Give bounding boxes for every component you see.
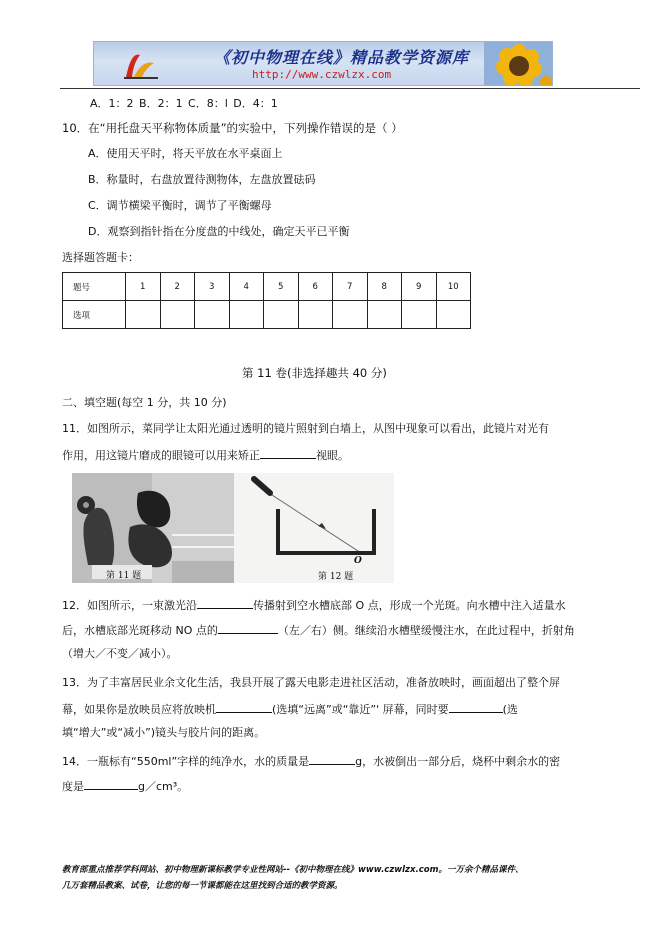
question-number: 4 (229, 273, 264, 301)
figure-11-caption: 第 11 题 (106, 571, 142, 581)
q13-text-a: 幕，如果你是放映员应将放映机 (62, 703, 216, 716)
question-number: 5 (264, 273, 299, 301)
question-number: 9 (402, 273, 437, 301)
q14-text-a: 14．一瓶标有“550ml”字样的纯净水，水的质量是 (62, 755, 310, 768)
figure-12-caption: 第 12 题 (318, 572, 354, 582)
q13-line3: 填“增大”或“减小”)镜头与胶片问的距离。 (62, 726, 266, 739)
q13-text-b: (选填“远离”或“靠近”' 屏幕，同时要 (272, 703, 449, 716)
q11-blank[interactable] (260, 447, 316, 459)
row-label-choice: 选项 (63, 301, 126, 329)
question-number: 8 (367, 273, 402, 301)
answer-cell[interactable] (229, 301, 264, 329)
question-number: 7 (333, 273, 368, 301)
answer-card-choice-row (63, 301, 471, 329)
q13-blank-1[interactable] (216, 701, 272, 713)
q10-option-c: C．调节横梁平衡时，调节了平衡螺母 (88, 199, 272, 212)
banner-title: 《初中物理在线》精品教学资源库 (214, 48, 470, 67)
section-title: 第 11 卷(非选择趣共 40 分) (242, 366, 387, 380)
q10-option-d: D．观察到指针指在分度盘的中线处，确定天平已平衡 (88, 225, 350, 238)
q12-text-c: 后，水槽底部光斑移动 NO 点的 (62, 624, 218, 637)
header-banner (93, 41, 553, 86)
answer-card-number-row (63, 273, 471, 301)
q11-text-b: 视眼。 (316, 449, 349, 462)
q13-text-c: (选 (502, 703, 518, 716)
answer-cell[interactable] (126, 301, 161, 329)
answer-cell[interactable] (298, 301, 333, 329)
q12-line1 (62, 597, 566, 613)
q14-line2 (62, 778, 188, 794)
sunflower-icon (484, 42, 553, 86)
q14-blank-2[interactable] (84, 778, 138, 790)
q12-line3: （增大／不变／减小）。 (62, 647, 178, 660)
answer-card-title: 选择题答题卡： (62, 251, 139, 264)
answer-card-table (62, 272, 471, 329)
q10-option-a: A．使用天平时，将天平放在水平桌面上 (88, 147, 283, 160)
answer-cell[interactable] (195, 301, 230, 329)
answer-cell[interactable] (367, 301, 402, 329)
question-number: 6 (298, 273, 333, 301)
q14-blank-1[interactable] (309, 753, 355, 765)
q12-text-d: （左／右）侧。继续沿水槽壁缓慢注水，在此过程中，折射角 (277, 624, 575, 637)
q12-text-a: 12．如图所示，一束激光沿 (62, 599, 197, 612)
row-label-number: 题号 (63, 273, 126, 301)
answer-cell[interactable] (402, 301, 437, 329)
header-rule (60, 88, 640, 89)
q14-text-b: g，水被倒出一部分后，烧杯中剩余水的密 (355, 755, 561, 768)
page-footer (62, 862, 652, 894)
q9-options: A．1：2 B．2：1 C．8：l D．4：1 (90, 97, 278, 110)
footer-line-2: 几万套精品教案、试卷，让您的每一节课都能在这里找到合适的教学资源。 (62, 881, 343, 891)
question-number: 3 (195, 273, 230, 301)
answer-cell[interactable] (436, 301, 471, 329)
question-number: 2 (160, 273, 195, 301)
q13-blank-2[interactable] (449, 701, 503, 713)
footer-line-1: 教育部重点推荐学科网站、初中物理新课标教学专业性网站--《初中物理在线》www.czwlzx.com。一万余个精品课件、 (62, 865, 524, 875)
q10-stem: 10．在“用托盘天平称物体质量”的实验中，下列操作错误的是（ ） (62, 121, 403, 135)
figure-11 (72, 473, 234, 583)
q12-blank-2[interactable] (218, 622, 278, 634)
question-number: 10 (436, 273, 471, 301)
fill-heading: 二、填空题(每空 1 分，共 10 分) (62, 396, 227, 409)
water-tank-diagram (234, 473, 394, 583)
q14-line1 (62, 753, 560, 769)
q12-text-b: 传播射到空水槽底部 O 点，形成一个光斑。向水槽中注入适量水 (253, 599, 566, 612)
q12-blank-1[interactable] (197, 597, 253, 609)
q14-text-c: 度是 (62, 780, 84, 793)
q12-line2 (62, 622, 575, 638)
q11-text-a: 作用，用这镜片磨成的眼镜可以用来矫正 (62, 449, 260, 462)
lens-photo-image (72, 473, 234, 583)
site-logo-icon (120, 49, 162, 81)
answer-cell[interactable] (264, 301, 299, 329)
banner-url[interactable]: http://www.czwlzx.com (252, 68, 392, 81)
q10-option-b: B．称量时，右盘放置待测物体，左盘放置砝码 (88, 173, 316, 186)
answer-cell[interactable] (333, 301, 368, 329)
answer-cell[interactable] (160, 301, 195, 329)
q11-line2 (62, 447, 349, 463)
point-o-label: O (354, 556, 362, 566)
q14-text-d: g／cm³。 (138, 780, 189, 793)
figure-12 (234, 473, 394, 583)
question-number: 1 (126, 273, 161, 301)
q13-line2 (62, 701, 518, 717)
q13-line1: 13．为了丰富居民业余文化生活，我县开展了露天电影走进社区活动，准备放映时，画面超出了整个屏 (62, 676, 560, 689)
q11-line1: 11．如图所示，菜同学让太阳光通过透明的镜片照射到白墙上，从图中现象可以看出，此镜片对光有 (62, 422, 549, 435)
